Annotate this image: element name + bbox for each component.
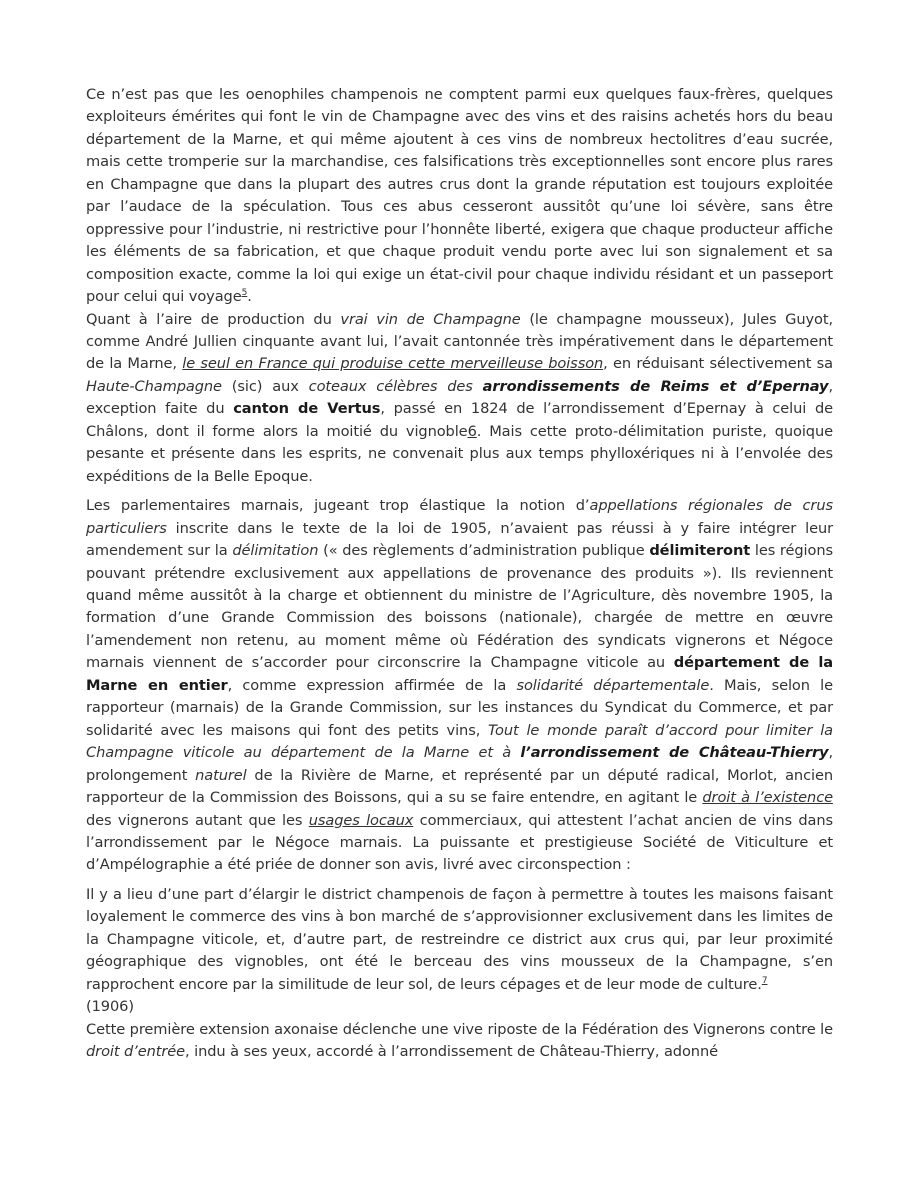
italic-text: naturel: [195, 766, 247, 784]
paragraph-5: [86, 1019, 833, 1064]
paragraph-text: commerciaux, qui attestent l’achat ancien de vins dans l’arrondissement par le Négoce marnais. La puissante et prestigieuse Société de Viticulture et d’Ampélographie a été priée de donner son avis, livré avec circonspection :: [86, 811, 833, 874]
paragraph-text: de la Rivière de Marne, et représenté par un député radical, Morlot, ancien rapporteur de la Commission des Boissons, qui a su se faire entendre, en agitant le: [86, 766, 833, 807]
italic-text: appellations régionales de crus particuliers: [86, 497, 833, 537]
paragraph-text: . Mais, selon le rapporteur (marnais) de la Grande Commission, sur les instances du Syndicat du Commerce, et par solidarité avec les maisons qui font des petits vins,: [86, 676, 833, 739]
bold-italic-text: l’arrondissement de Château-Thierry: [520, 744, 829, 762]
paragraph-text: , indu à ses yeux, accordé à l’arrondissement de Château-Thierry, adonné: [185, 1043, 718, 1061]
italic-text: Haute-Champagne: [86, 377, 222, 395]
italic-text: coteaux célèbres des: [308, 377, 483, 395]
paragraph-text: , comme expression affirmée de la: [227, 676, 517, 694]
paragraph-text: Cette première extension axonaise déclenche une vive riposte de la Fédération des Vignerons contre le: [86, 1020, 833, 1038]
italic-text: vrai vin de Champagne: [340, 310, 521, 328]
paragraph-text: Quant à l’aire de production du: [86, 310, 341, 328]
bold-italic-text: arrondissements de Reims et d’Epernay: [482, 377, 829, 395]
document-page: [86, 84, 833, 1063]
italic-text: délimitation: [232, 542, 319, 560]
italic-text: solidarité départementale: [516, 676, 710, 694]
paragraph-text: .: [247, 288, 252, 306]
footnote-ref-6[interactable]: 6: [467, 422, 477, 440]
quote-year: (1906): [86, 998, 134, 1016]
paragraph-text: , passé en 1824 de l’arrondissement d’Epernay à celui de Châlons, dont il forme alors la moitié du vignoble: [86, 400, 833, 440]
paragraph-text: (sic) aux: [221, 377, 309, 395]
paragraph-text: , en réduisant sélectivement sa: [603, 355, 833, 373]
paragraph-text: (« des règlements d’administration publique: [318, 542, 650, 560]
paragraph-2: [86, 309, 833, 489]
bold-text: département de la Marne en entier: [86, 654, 833, 694]
quote-text: Il y a lieu d’une part d’élargir le district champenois de façon à permettre à toutes les maisons faisant loyalement le commerce des vins à bon marché de s’approvisionner exclusivement dans les limites de la Champagne viticole, et, d’autre part, de restreindre ce district aux crus qui, par leur proximité géographique des vignobles, ont été le berceau des vins mousseux de la Champagne, s’en rapprochent encore par la similitude de leur sol, de leurs cépages et de leur mode de culture.: [86, 885, 833, 993]
paragraph-3: [86, 495, 833, 877]
paragraph-text: (le champagne mousseux), Jules Guyot, comme André Jullien cinquante avant lui, l’avait cantonnée très impérativement dans le département de la Marne,: [86, 310, 833, 373]
paragraph-text: Les parlementaires marnais, jugeant trop élastique la notion d’: [86, 497, 590, 515]
italic-underlined-text: usages locaux: [308, 811, 414, 829]
italic-text: droit d’entrée: [86, 1043, 186, 1061]
footnote-ref-7[interactable]: 7: [761, 975, 768, 986]
italic-underlined-text: droit à l’existence: [702, 789, 833, 807]
bold-text: canton de Vertus: [233, 400, 381, 418]
paragraph-text: , prolongement: [86, 744, 833, 784]
paragraph-text: des vignerons autant que les: [86, 811, 309, 829]
paragraph-text: les régions pouvant prétendre exclusivement aux appellations de provenance des produits »). Ils reviennent quand même aussitôt à la charge et obtiennent du ministre de l’Agriculture, dès novembre 1905, la formation d’une Grande Commission des boissons (nationale), chargée de mettre en œuvre l’amendement non retenu, au moment même où Fédération des syndicats vignerons et Négoce marnais viennent de s’accorder pour circonscrire la Champagne viticole au: [86, 542, 833, 672]
paragraph-4-quote: [86, 884, 833, 1019]
footnote-ref-5[interactable]: 5: [241, 288, 248, 299]
italic-underlined-text: le seul en France qui produise cette merveilleuse boisson: [182, 355, 604, 373]
paragraph-text: inscrite dans le texte de la loi de 1905, n’avaient pas réussi à y faire intégrer leur amendement sur la: [86, 519, 833, 560]
bold-text: délimiteront: [649, 542, 751, 560]
paragraph-1: [86, 84, 833, 309]
paragraph-text: . Mais cette proto-délimitation puriste, quoique pesante et présente dans les esprits, ne convenait plus aux temps phylloxériques ni à l’envolée des expéditions de la Belle Epoque.: [86, 422, 834, 485]
italic-text: Tout le monde paraît d’accord pour limiter la Champagne viticole au département de la Marne et à: [86, 721, 834, 762]
paragraph-text: Ce n’est pas que les oenophiles champenois ne comptent parmi eux quelques faux-frères, quelques exploiteurs émérites qui font le vin de Champagne avec des vins et des raisins achetés hors du beau département de la Marne, et qui même ajoutent à ces vins de nombreux hectolitres d’eau sucrée, mais cette tromperie sur la marchandise, ces falsifications très exceptionnelles sont encore plus rares en Champagne que dans la plupart des autres crus dont la grande réputation est toujours exploitée par l’audace de la spéculation. Tous ces abus cesseront aussitôt qu’une loi sévère, sans être oppressive pour l’industrie, ni restrictive pour l’honnête liberté, exigera que chaque producteur affiche les éléments de sa fabrication, et que chaque produit vendu porte avec lui son signalement et sa composition exacte, comme la loi qui exige un état-civil pour chaque individu résidant et un passeport pour celui qui voyage: [86, 86, 833, 306]
paragraph-text: , exception faite du: [86, 377, 833, 418]
